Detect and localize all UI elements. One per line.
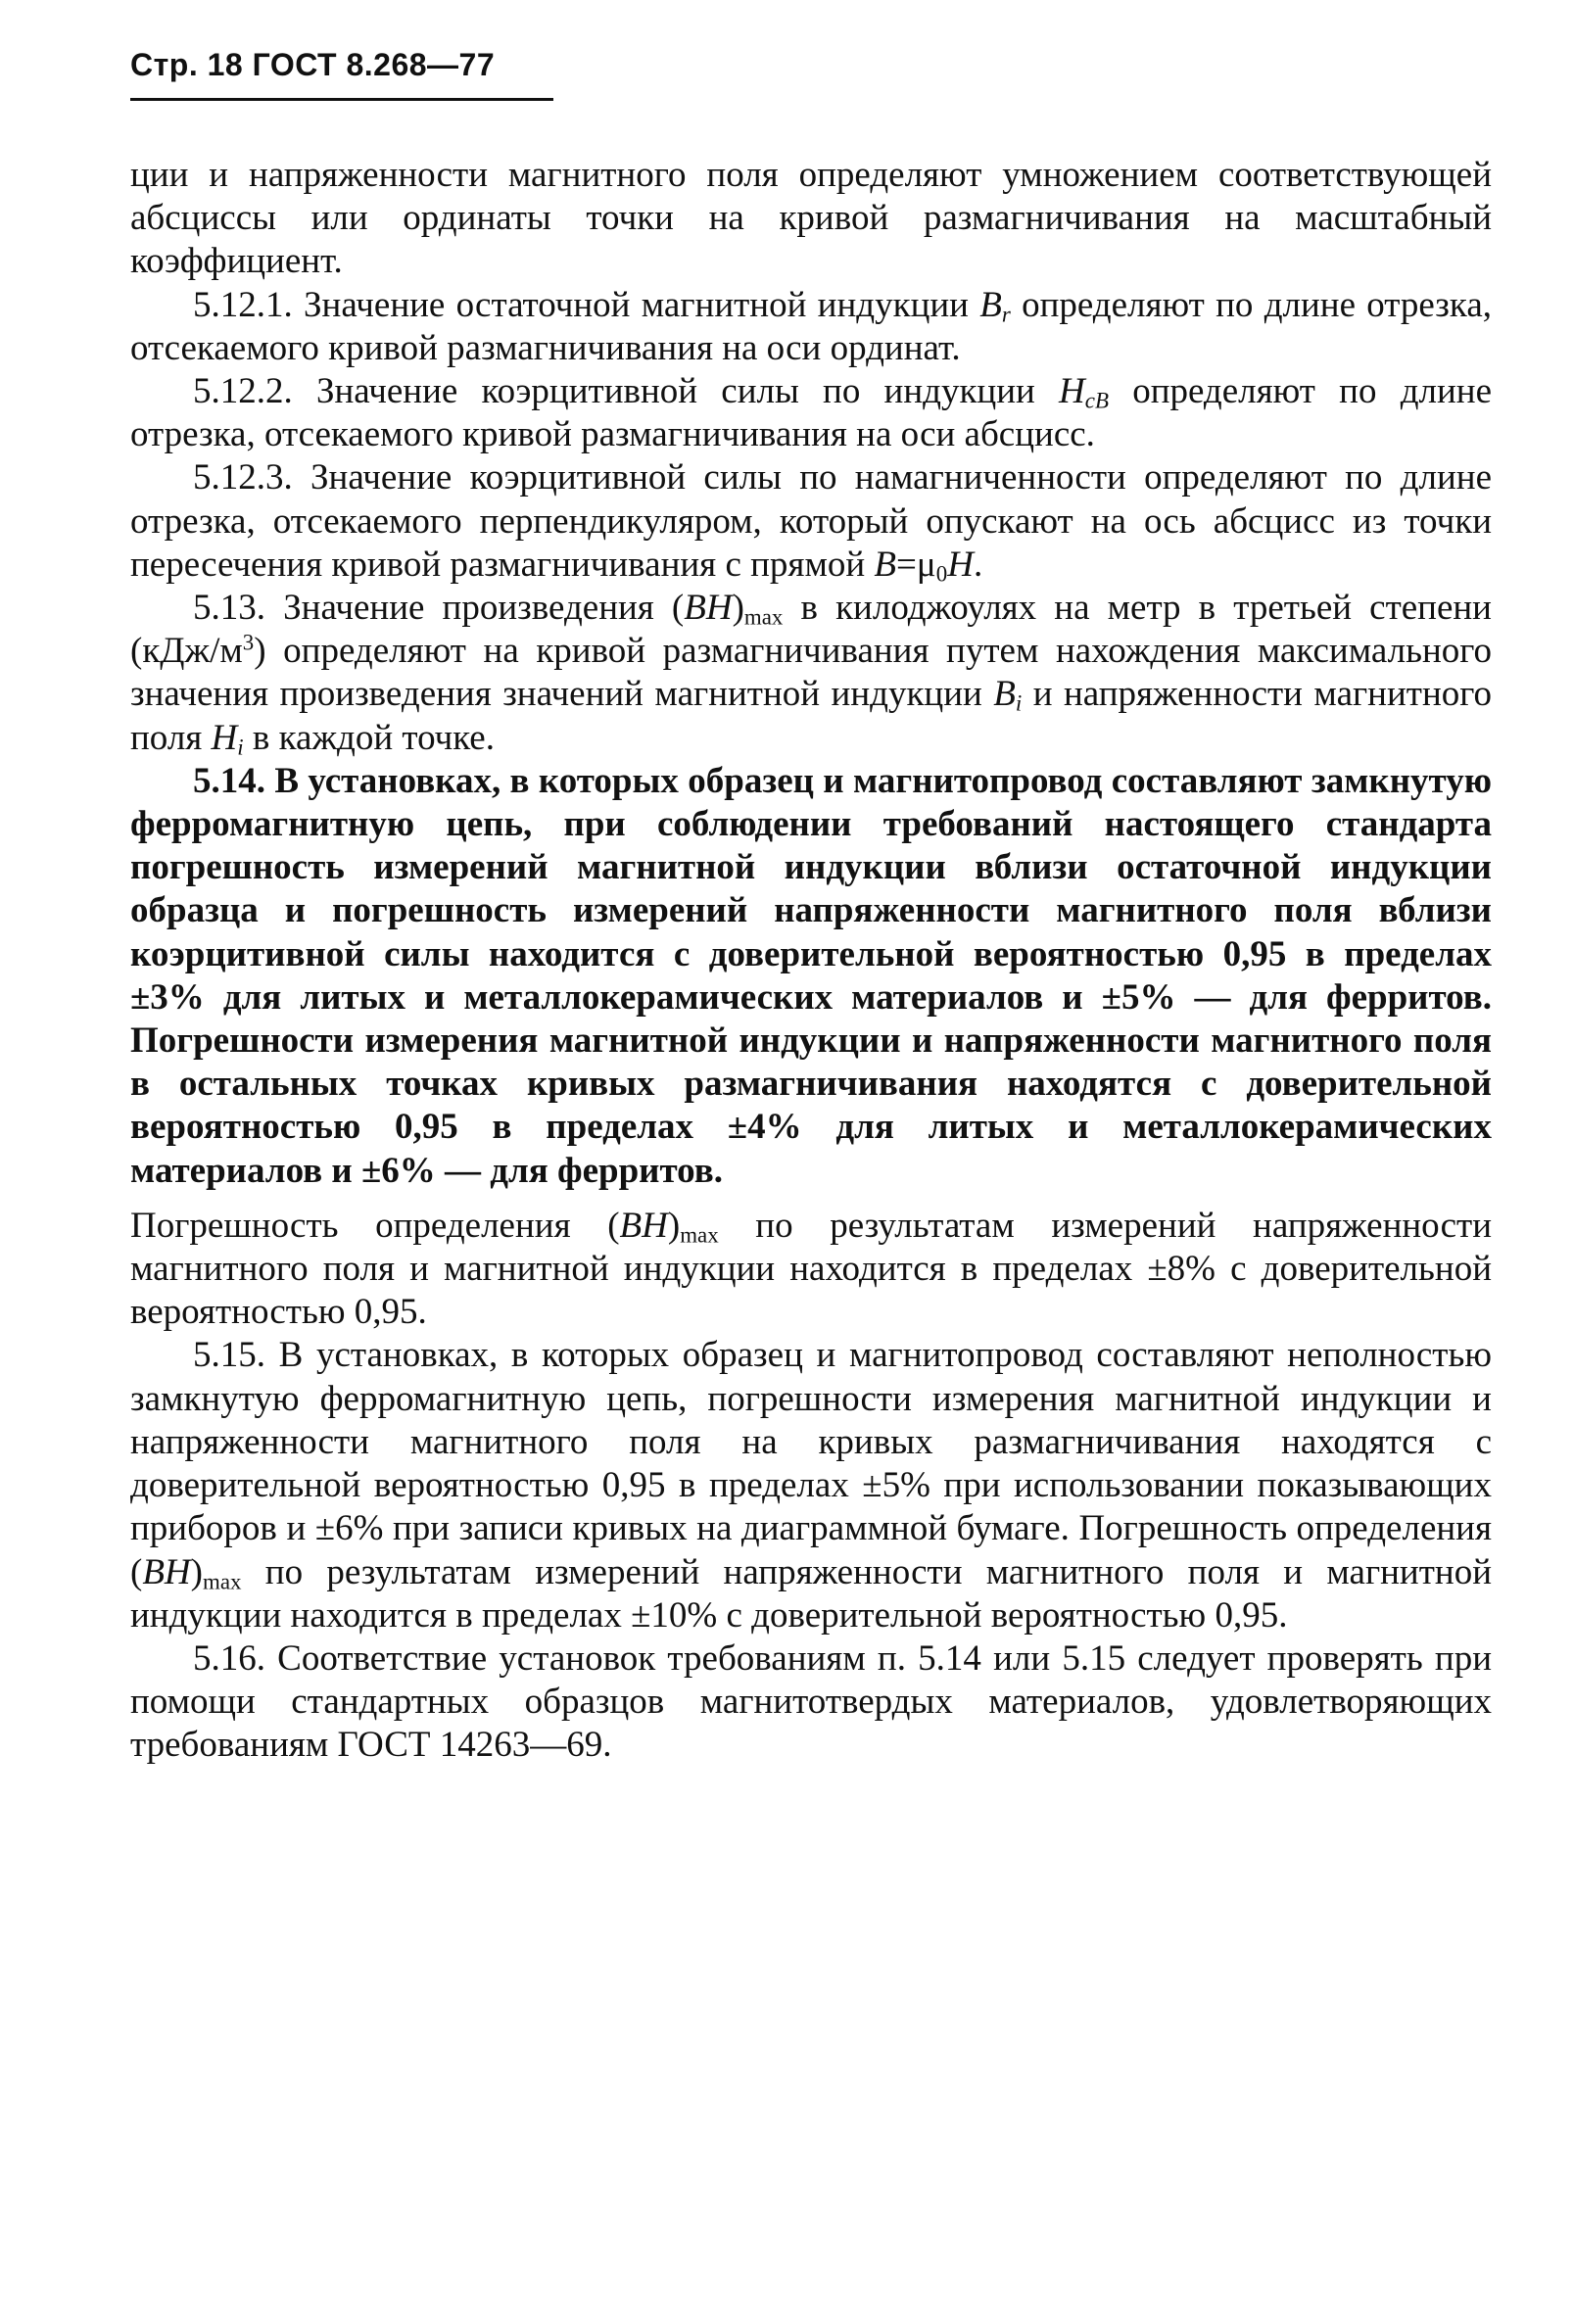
paragraph-5-14: 5.14. В установках, в которых образец и магнитопровод составляют замкнутую ферромагнитную цепь, при соблюдении требований настоящего стандарта погрешность измерений магнитной индукции вблизи остаточной индукции образца и погрешность измерений напряженности магнитного поля вблизи коэрцитивной силы находится с доверительной вероятностью 0,95 в пределах ±3% для литых и металлокерамических материалов и ±5% — для ферритов. Погрешности измерения магнитной индукции и напряженности магнитного поля в остальных точках кривых размагничивания находятся с доверительной вероятностью 0,95 в пределах ±4% для литых и металлокерамических материалов и ±6% — для ферритов. (130, 760, 1492, 1191)
paragraph-5-12-3: 5.12.3. Значение коэрцитивной силы по намагниченности определяют по длине отрезка, отсекаемого перпендикуляром, который опускают на ось абсцисс из точки пересечения кривой размагничивания с прямой $B=\mu_0H$. (130, 457, 1492, 587)
paragraph-5-12-1: 5.12.1. Значение остаточной магнитной индукции $B_r$ определяют по длине отрезка, отсекаемого кривой размагничивания на оси ординат. (130, 284, 1492, 368)
paragraph-5-15: 5.15. В установках, в которых образец и магнитопровод составляют неполностью замкнутую ферромагнитную цепь, погрешности измерения магнитной индукции и напряженности магнитного поля на кривых размагничивания находятся с доверительной вероятностью 0,95 в пределах ±5% при использовании показывающих приборов и ±6% при записи кривых на диаграммной бумаге. Погрешность определения $(BH)_{max}$ по результатам измерений напряженности магнитного поля и магнитной индукции находится в пределах ±10% с доверительной вероятностью 0,95. (130, 1335, 1492, 1636)
paragraph-bh-max-error: Погрешность определения $(BH)_{max}$ по результатам измерений напряженности магнитного поля и магнитной индукции находится в пределах ±8% с доверительной вероятностью 0,95. (130, 1205, 1492, 1333)
paragraph-continuation: ции и напряженности магнитного поля определяют умножением соответствующей абсциссы или ординаты точки на кривой размагничивания на масштабный коэффициент. (130, 155, 1492, 282)
body-text (130, 154, 1492, 1768)
paragraph-5-12-2: 5.12.2. Значение коэрцитивной силы по индукции $H_{cB}$ определяют по длине отрезка, отсекаемого кривой размагничивания на оси абсцисс. (130, 371, 1493, 455)
running-head: Стр. 18 ГОСТ 8.268—77 (130, 47, 496, 82)
document-page (130, 35, 1492, 1768)
paragraph-5-13: 5.13. Значение произведения $(BH)_{max}$ в килоджоулях на метр в третьей степени $(кДж/м^3)$ определяют на кривой размагничивания путем нахождения максимального значения произведения значений магнитной индукции $B_i$ и напряженности магнитного поля $H_i$ в каждой точке. (130, 588, 1493, 760)
header-rule (130, 98, 553, 101)
paragraph-5-16: 5.16. Соответствие установок требованиям п. 5.14 или 5.15 следует проверять при помощи стандартных образцов магнитотвердых материалов, удовлетворяющих требованиям ГОСТ 14263—69. (130, 1637, 1492, 1766)
